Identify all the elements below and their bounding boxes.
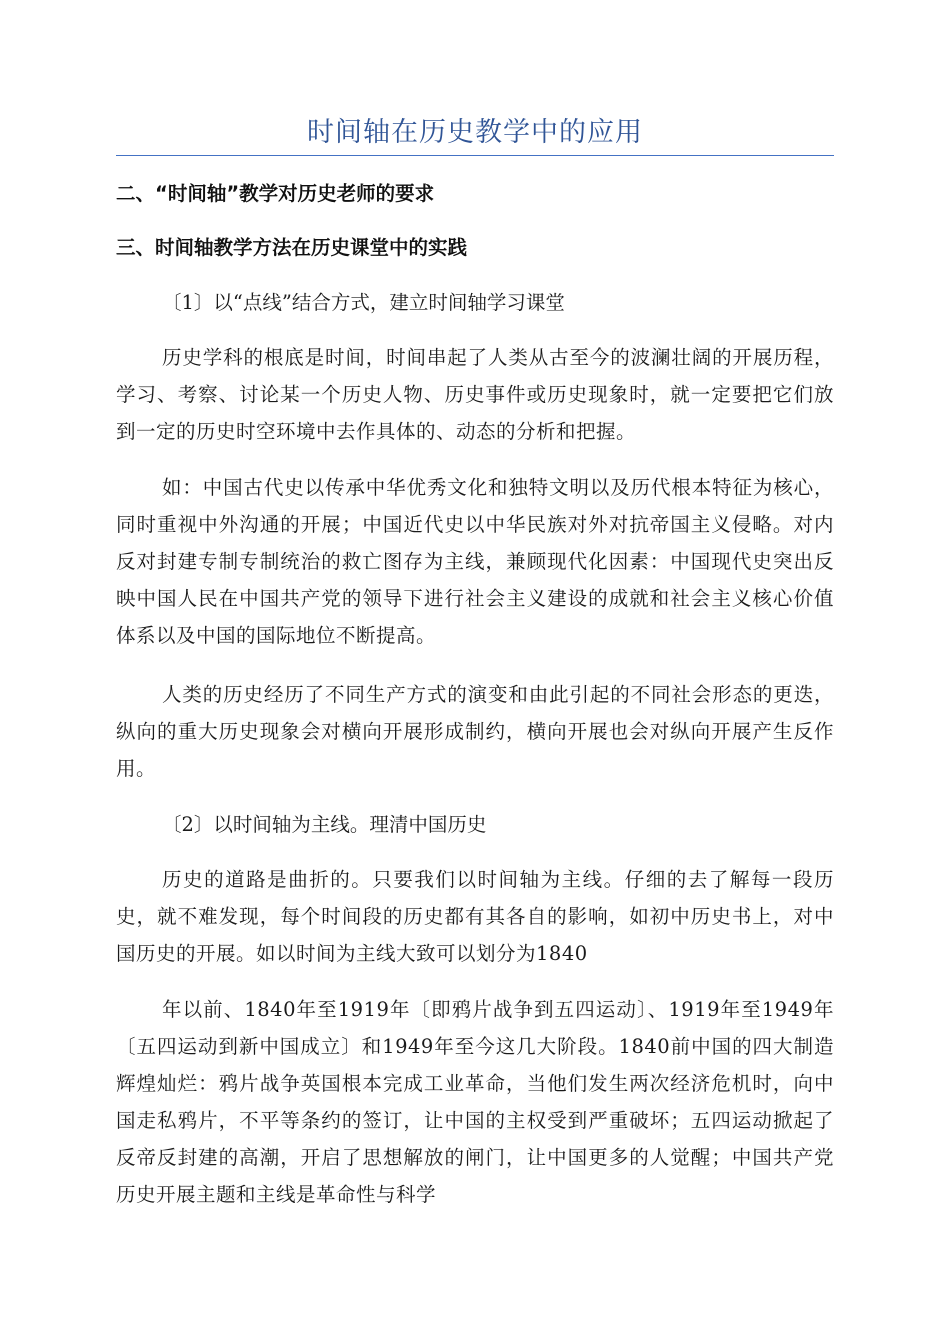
paragraph-5: 年以前、1840年至1919年〔即鸦片战争到五四运动〕、1919年至1949年〔五四运动到新中国成立〕和1949年至今这几大阶段。1840前中国的四大制造辉煌灿烂：鸦片战争英国根本完成工业革命，当他们发生两次经济危机时，向中国走私鸦片，不平等条约的签订，让中国的主权受到严重破坏；五四运动掀起了反帝反封建的高潮，开启了思想解放的闸门，让中国更多的人觉醒；中国共产党历史开展主题和主线是革命性与科学	[116, 998, 834, 1206]
subheading-1: 〔1〕以“点线”结合方式，建立时间轴学习课堂	[162, 291, 565, 314]
section-heading-3: 三、时间轴教学方法在历史课堂中的实践	[116, 236, 468, 259]
section-heading-2: 二、“时间轴”教学对历史老师的要求	[116, 182, 435, 205]
paragraph-2: 如：中国古代史以传承中华优秀文化和独特文明以及历代根本特征为核心，同时重视中外沟通的开展；中国近代史以中华民族对外对抗帝国主义侵略。对内反对封建专制专制统治的救亡图存为主线，兼顾现代化因素：中国现代史突出反映中国人民在中国共产党的领导下进行社会主义建设的成就和社会主义核心价值体系以及中国的国际地位不断提高。	[116, 476, 834, 647]
subheading-2: 〔2〕以时间轴为主线。理清中国历史	[162, 813, 487, 836]
paragraph-1: 历史学科的根底是时间，时间串起了人类从古至今的波澜壮阔的开展历程，学习、考察、讨论某一个历史人物、历史事件或历史现象时，就一定要把它们放到一定的历史时空环境中去作具体的、动态的分析和把握。	[116, 346, 834, 443]
document-title: 时间轴在历史教学中的应用	[307, 117, 643, 148]
paragraph-4: 历史的道路是曲折的。只要我们以时间轴为主线。仔细的去了解每一段历史，就不难发现，每个时间段的历史都有其各自的影响，如初中历史书上，对中国历史的开展。如以时间为主线大致可以划分为1840	[116, 868, 834, 965]
title-underline	[116, 155, 834, 156]
paragraph-3: 人类的历史经历了不同生产方式的演变和由此引起的不同社会形态的更迭，纵向的重大历史现象会对横向开展形成制约，横向开展也会对纵向开展产生反作用。	[116, 683, 834, 780]
